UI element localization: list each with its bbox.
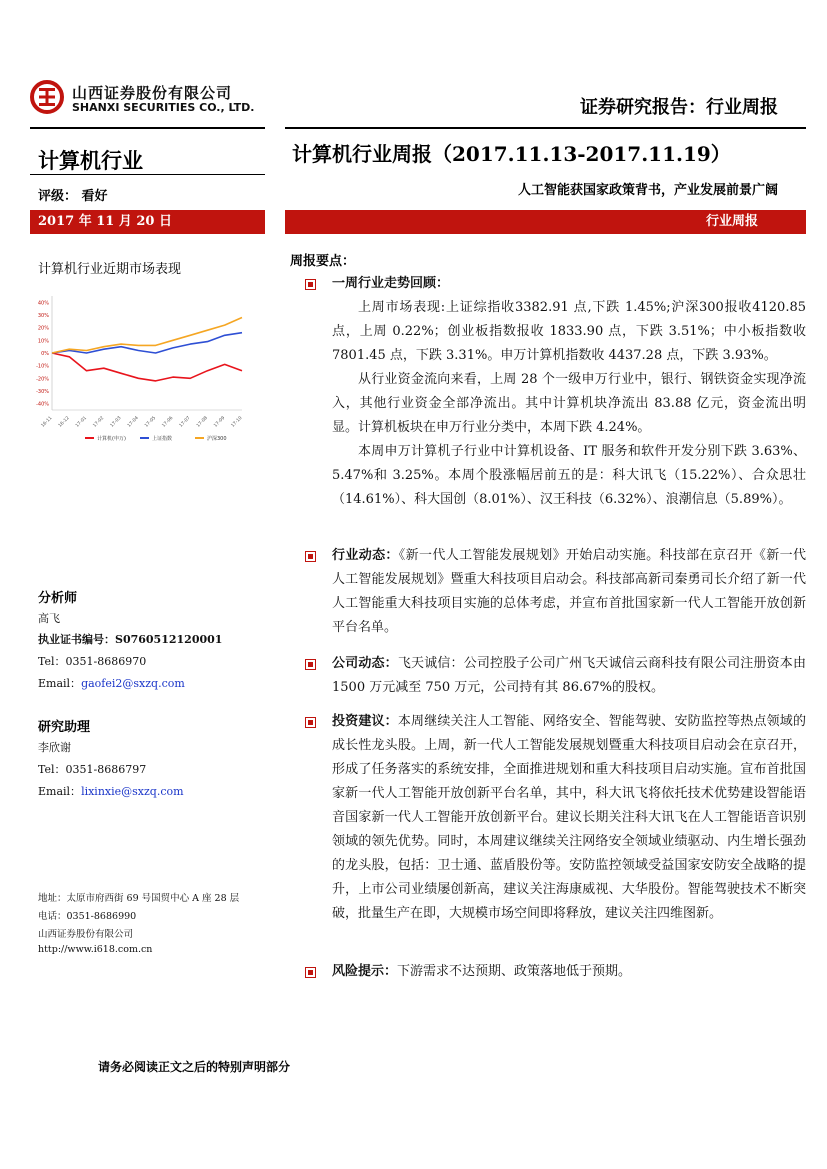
chart-x-ticks — [40, 415, 244, 429]
header-rule-right — [285, 127, 806, 129]
section-label-weekly-review: 一周行业走势回顾： — [332, 276, 450, 291]
analyst-name: 高飞 — [38, 612, 60, 625]
section-label-investment-advice: 投资建议： — [332, 714, 398, 729]
bullet-icon — [305, 717, 316, 728]
x-tick-label: 17-01 — [75, 415, 88, 429]
analyst-tel: Tel：0351-8686970 — [38, 655, 147, 668]
report-type-bar: 行业周报 — [285, 210, 806, 234]
x-tick-label: 17-07 — [178, 415, 192, 429]
bullet-icon — [305, 279, 316, 290]
disclaimer-note: 请务必阅读正文之后的特别声明部分 — [98, 1060, 291, 1074]
chart-grid — [52, 296, 242, 410]
legend-label: 上证指数 — [152, 436, 173, 442]
y-tick-label: -10% — [36, 363, 49, 370]
investment-advice-section — [332, 710, 806, 926]
investment-advice-text: 本周继续关注人工智能、网络安全、智能驾驶、安防监控等热点领域的成长性龙头股。上周，新一代人工智能发展规划暨重大科技项目启动会在京召开，形成了任务落实的系统安排，全面推进规划和重大科技项目启动实施。宣布首批国家新一代人工智能开放创新平台名单，其中，科大讯飞将依托技术优势建设智能语音国家新一代人工智能开放创新平台。建议长期关注科大讯飞在人工智能语音识别领域的领先优势。同时，本周建议继续关注网络安全领域业绩驱动、内生增长强劲的龙头股，包括：卫士通、蓝盾股份等。安防监控领域受益国家安防安全战略的提升，上市公司业绩屡创新高，建议关注海康威视、大华股份。智能驾驶技术不断突破，批量生产在即，大规模市场空间即将释放，建议关注四维图新。 — [332, 714, 806, 921]
company-news-section — [332, 652, 806, 700]
company-news-text: 飞天诚信：公司控股子公司广州飞天诚信云商科技有限公司注册资本由 1500 万元减至 750 万元，公司持有其 86.67%的股权。 — [332, 656, 806, 695]
section-label-risk-warning: 风险提示： — [332, 964, 398, 979]
analyst-email-row — [38, 675, 185, 691]
assistant-tel: Tel：0351-8686797 — [38, 763, 147, 776]
weekly-review-paragraph-3: 本周申万计算机子行业中计算机设备、IT 服务和软件开发分别下跌 3.63%、5.47%和 3.25%。本周个股涨幅居前五的是：科大讯飞（15.22%）、合众思壮（14.61%）、科大国创（8.01%）、汉王科技（6.32%）、浪潮信息（5.89%）。 — [332, 444, 806, 507]
assistant-heading: 研究助理 — [38, 720, 91, 735]
bullet-icon — [305, 967, 316, 978]
y-tick-label: -20% — [36, 376, 49, 383]
industry-news-section — [332, 544, 806, 640]
x-tick-label: 16-12 — [57, 415, 71, 429]
legend-label: 沪深300 — [207, 436, 227, 442]
company-address: 地址：太原市府西街 69 号国贸中心 A 座 28 层 — [38, 893, 240, 904]
x-tick-label: 17-04 — [126, 415, 140, 429]
chart-legend — [85, 435, 227, 442]
chart-y-ticks — [36, 300, 49, 407]
x-tick-label: 17-05 — [144, 415, 158, 429]
y-tick-label: 30% — [37, 313, 49, 319]
y-tick-label: 0% — [41, 351, 49, 357]
company-logo-icon — [30, 80, 64, 114]
market-performance-chart — [30, 288, 255, 448]
analyst-heading: 分析师 — [38, 591, 78, 606]
paragraph-text: 上周市场表现:上证综指收3382.91 点,下跌 1.45%;沪深300报收4120.85点，上周 0.22%；创业板指数报收 1833.90 点，下跌 3.51%；中小板指数收7801.45 点，下跌 3.31%。申万计算机指数收 4437.28 点，下跌 3.93%。 — [332, 300, 806, 363]
header-rule-left — [30, 127, 265, 129]
y-tick-label: -30% — [36, 389, 49, 395]
title-rule-left — [30, 174, 265, 175]
rating: 评级： 看好 — [38, 189, 108, 204]
company-name-footer: 山西证券股份有限公司 — [38, 929, 134, 940]
x-tick-label: 17-09 — [213, 415, 227, 429]
company-name-cn: 山西证券股份有限公司 — [72, 84, 233, 102]
risk-warning-text: 下游需求不达预期、政策落地低于预期。 — [397, 964, 632, 979]
assistant-email-row — [38, 783, 184, 799]
x-tick-label: 17-03 — [109, 415, 123, 429]
company-phone: 电话：0351-8686990 — [38, 911, 137, 922]
x-tick-label: 17-06 — [161, 415, 175, 429]
x-tick-label: 16-11 — [40, 415, 54, 429]
x-tick-label: 17-10 — [230, 415, 244, 429]
industry-name: 计算机行业 — [38, 148, 143, 173]
summary-heading: 周报要点： — [290, 254, 356, 269]
series-line — [52, 318, 242, 354]
legend-label: 计算机(申万) — [97, 436, 126, 442]
weekly-review-paragraph-2: 从行业资金流向来看，上周 28 个一级申万行业中，银行、钢铁资金实现净流入，其他行业资金全部净流出。其中计算机块净流出 83.88 亿元，资金流出明显。计算机板块在申万行业分类中，本周下跌 4.24%。 — [332, 372, 806, 435]
document-title: 计算机行业周报（2017.11.13-2017.11.19） — [292, 142, 731, 166]
series-line — [52, 353, 242, 381]
document-subtitle: 人工智能获国家政策背书，产业发展前景广阔 — [517, 183, 778, 198]
y-tick-label: -40% — [36, 401, 49, 408]
assistant-email-label: Email： — [38, 785, 82, 798]
chart-lines — [52, 318, 242, 381]
assistant-email-link[interactable]: lixinxie@sxzq.com — [81, 785, 184, 798]
y-tick-label: 40% — [37, 300, 49, 307]
report-type: 证券研究报告：行业周报 — [580, 97, 778, 118]
industry-news-text: 《新一代人工智能发展规划》开始启动实施。科技部在京召开《新一代人工智能发展规划》暨重大科技项目启动会。科技部高新司秦勇司长介绍了新一代人工智能重大科技项目实施的总体考虑，并宣布首批国家新一代人工智能开放创新平台名单。 — [332, 548, 806, 635]
y-tick-label: 10% — [37, 338, 49, 345]
analyst-email-label: Email： — [38, 677, 82, 690]
x-tick-label: 17-02 — [92, 415, 106, 429]
assistant-name: 李欣谢 — [38, 741, 71, 754]
risk-warning-section — [332, 960, 806, 984]
company-name-en: SHANXI SECURITIES CO., LTD. — [72, 101, 255, 114]
x-tick-label: 17-08 — [196, 415, 209, 429]
bullet-icon — [305, 551, 316, 562]
bullet-icon — [305, 659, 316, 670]
section-label-company-news: 公司动态： — [332, 656, 398, 671]
analyst-email-link[interactable]: gaofei2@sxzq.com — [81, 677, 185, 690]
section-label-industry-news: 行业动态： — [332, 548, 399, 563]
company-website[interactable]: http://www.i618.com.cn — [38, 944, 153, 955]
weekly-review-paragraph-1 — [332, 296, 806, 368]
analyst-cert: 执业证书编号：S0760512120001 — [38, 633, 223, 646]
date-bar: 2017 年 11 月 20 日 — [30, 210, 265, 234]
y-tick-label: 20% — [37, 325, 49, 332]
chart-caption: 计算机行业近期市场表现 — [38, 262, 182, 277]
